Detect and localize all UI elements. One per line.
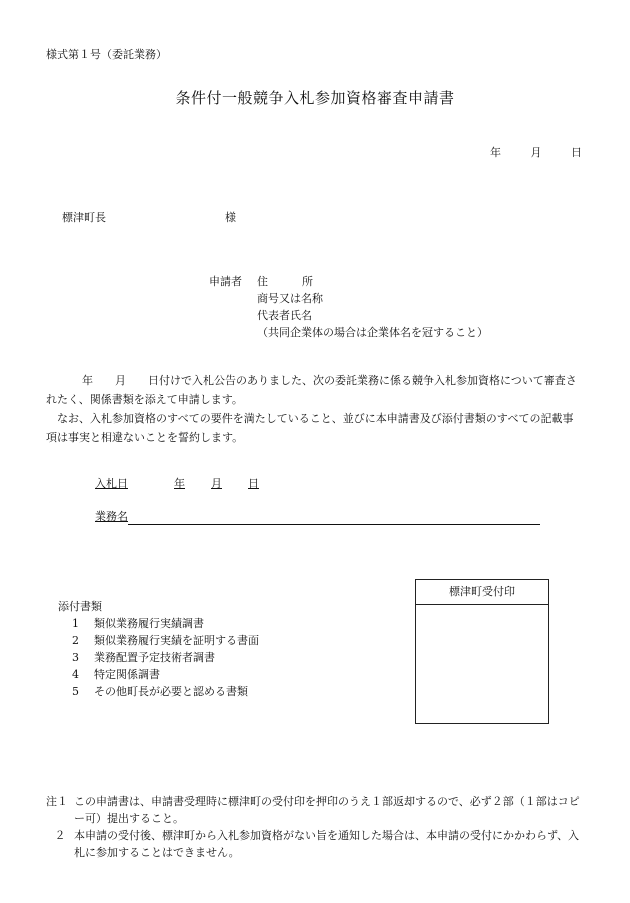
body-paragraph-1: 年 月 日付けで入札公告のありました、次の委託業務に係る競争入札参加資格について審査されたく、関係書類を添えて申請します。 (46, 374, 577, 406)
jv-note: （共同企業体の場合は企業体名を冠すること） (257, 326, 488, 339)
representative-label: 代表者氏名 (257, 309, 312, 322)
address-label: 住 所 (257, 275, 313, 288)
applicant-label: 申請者 (209, 275, 242, 288)
notes (46, 793, 586, 861)
list-item: 2 類似業務履行実績を証明する書面 (72, 634, 259, 647)
work-name-field (128, 512, 540, 525)
bid-date-label: 入札日 (95, 477, 128, 490)
bid-date: 入札日 年 月 日 (95, 477, 259, 490)
application-body (46, 371, 582, 447)
date-year: 年 (490, 146, 501, 159)
list-item: 1 類似業務履行実績調書 (72, 617, 204, 630)
form-number: 様式第１号（委託業務） (46, 48, 167, 61)
addressee (62, 210, 236, 226)
date-day: 日 (571, 146, 582, 159)
note-2: ２ 本申請の受付後、標津町から入札参加資格がない旨を通知した場合は、本申請の受付にかかわらず、入札に参加することはできません。 (54, 829, 580, 859)
submission-date (464, 145, 582, 161)
addressee-name: 標津町長 (62, 211, 106, 224)
addressee-honorific: 様 (225, 211, 236, 224)
document-title: 条件付一般競争入札参加資格審査申請書 (175, 89, 455, 107)
work-name-label: 業務名 (95, 510, 128, 523)
applicant-block (209, 273, 488, 341)
work-name (95, 509, 540, 525)
company-name-label: 商号又は名称 (257, 292, 323, 305)
date-month: 月 (530, 146, 542, 159)
attachments-list (58, 598, 259, 700)
list-item: 5 その他町長が必要と認める書類 (72, 685, 248, 698)
reception-stamp-label: 標津町受付印 (416, 580, 548, 605)
list-item: 4 特定関係調書 (72, 668, 160, 681)
list-item: 3 業務配置予定技術者調書 (72, 651, 215, 664)
attachments-heading: 添付書類 (58, 600, 102, 613)
note-1: 注１ この申請書は、申請書受理時に標津町の受付印を押印のうえ１部返却するので、必ず２部（１部はコピー可）提出すること。 (46, 795, 580, 825)
reception-stamp-box (415, 579, 549, 724)
body-paragraph-2: なお、入札参加資格のすべての要件を満たしていること、並びに本申請書及び添付書類のすべての記載事項は事実と相違ないことを誓約します。 (46, 412, 574, 444)
